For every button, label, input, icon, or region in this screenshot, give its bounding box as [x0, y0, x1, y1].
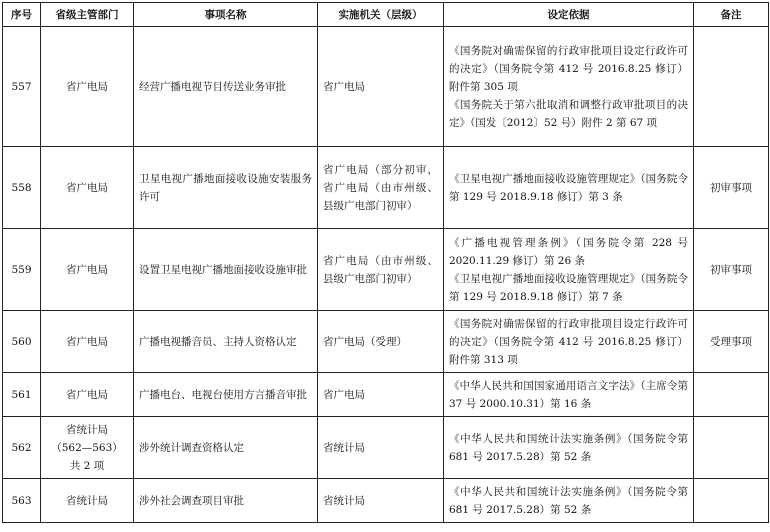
- row-dept: 省广电局: [41, 311, 134, 373]
- row-item: 广播电视播音员、主持人资格认定: [134, 311, 318, 373]
- row-agency: 省广电局: [318, 27, 444, 147]
- row-item: 设置卫星电视广播地面接收设施审批: [134, 229, 318, 311]
- row-agency: 省广电局: [318, 373, 444, 417]
- row-note: [694, 479, 769, 523]
- row-agency: 省广电局（部分初审，省广电局（由市州级、县级广电部门初审）: [318, 147, 444, 229]
- row-item: 涉外统计调查资格认定: [134, 417, 318, 479]
- row-dept: 省统计局 （562—563） 共 2 项: [41, 417, 134, 479]
- table-row: [3, 27, 769, 147]
- header-basis: 设定依据: [444, 3, 694, 27]
- row-note: 初审事项: [694, 229, 769, 311]
- row-no: 561: [3, 373, 41, 417]
- row-no: 563: [3, 479, 41, 523]
- row-basis: 《广播电视管理条例》（国务院令第 228 号 2020.11.29 修订）第 26 条 《卫星电视广播地面接收设施管理规定》（国务院令第 129 号 2018.9.18 修订）第 7 条: [444, 229, 694, 311]
- row-item: 卫星电视广播地面接收设施安装服务许可: [134, 147, 318, 229]
- header-note: 备注: [694, 3, 769, 27]
- row-note: 受理事项: [694, 311, 769, 373]
- table-row: [3, 311, 769, 373]
- row-note: [694, 417, 769, 479]
- row-item: 涉外社会调查项目审批: [134, 479, 318, 523]
- row-no: 558: [3, 147, 41, 229]
- row-basis: 《中华人民共和国统计法实施条例》（国务院令第 681 号 2017.5.28）第 52 条: [444, 479, 694, 523]
- row-basis: 《卫星电视广播地面接收设施管理规定》（国务院令第 129 号 2018.9.18 修订）第 3 条: [444, 147, 694, 229]
- row-note: [694, 27, 769, 147]
- row-basis: 《国务院对确需保留的行政审批项目设定行政许可的决定》（国务院令第 412 号 2016.8.25 修订）附件第 313 项: [444, 311, 694, 373]
- row-dept: 省统计局: [41, 479, 134, 523]
- header-agency: 实施机关（层级）: [318, 3, 444, 27]
- row-agency: 省广电局（受理）: [318, 311, 444, 373]
- row-agency: 省统计局: [318, 479, 444, 523]
- row-no: 562: [3, 417, 41, 479]
- row-dept: 省广电局: [41, 229, 134, 311]
- row-note: 初审事项: [694, 147, 769, 229]
- row-item: 经营广播电视节目传送业务审批: [134, 27, 318, 147]
- row-no: 559: [3, 229, 41, 311]
- table-row: [3, 417, 769, 479]
- row-agency: 省广电局（由市州级、县级广电部门初审）: [318, 229, 444, 311]
- row-item: 广播电台、电视台使用方言播音审批: [134, 373, 318, 417]
- table-row: [3, 479, 769, 523]
- header-row: [3, 3, 769, 27]
- row-dept: 省广电局: [41, 373, 134, 417]
- header-item: 事项名称: [134, 3, 318, 27]
- row-note: [694, 373, 769, 417]
- table-row: [3, 373, 769, 417]
- row-basis: 《中华人民共和国统计法实施条例》（国务院令第 681 号 2017.5.28）第 52 条: [444, 417, 694, 479]
- row-dept: 省广电局: [41, 27, 134, 147]
- row-dept: 省广电局: [41, 147, 134, 229]
- row-agency: 省统计局: [318, 417, 444, 479]
- approval-items-table: [2, 2, 769, 523]
- row-no: 560: [3, 311, 41, 373]
- row-no: 557: [3, 27, 41, 147]
- row-basis: 《国务院对确需保留的行政审批项目设定行政许可的决定》（国务院令第 412 号 2016.8.25 修订）附件第 305 项 《国务院关于第六批取消和调整行政审批项目的决定》（国发〔2012〕52 号）附件 2 第 67 项: [444, 27, 694, 147]
- table-row: [3, 229, 769, 311]
- header-no: 序号: [3, 3, 41, 27]
- table-row: [3, 147, 769, 229]
- header-dept: 省级主管部门: [41, 3, 134, 27]
- row-basis: 《中华人民共和国国家通用语言文字法》（主席令第 37 号 2000.10.31）第 16 条: [444, 373, 694, 417]
